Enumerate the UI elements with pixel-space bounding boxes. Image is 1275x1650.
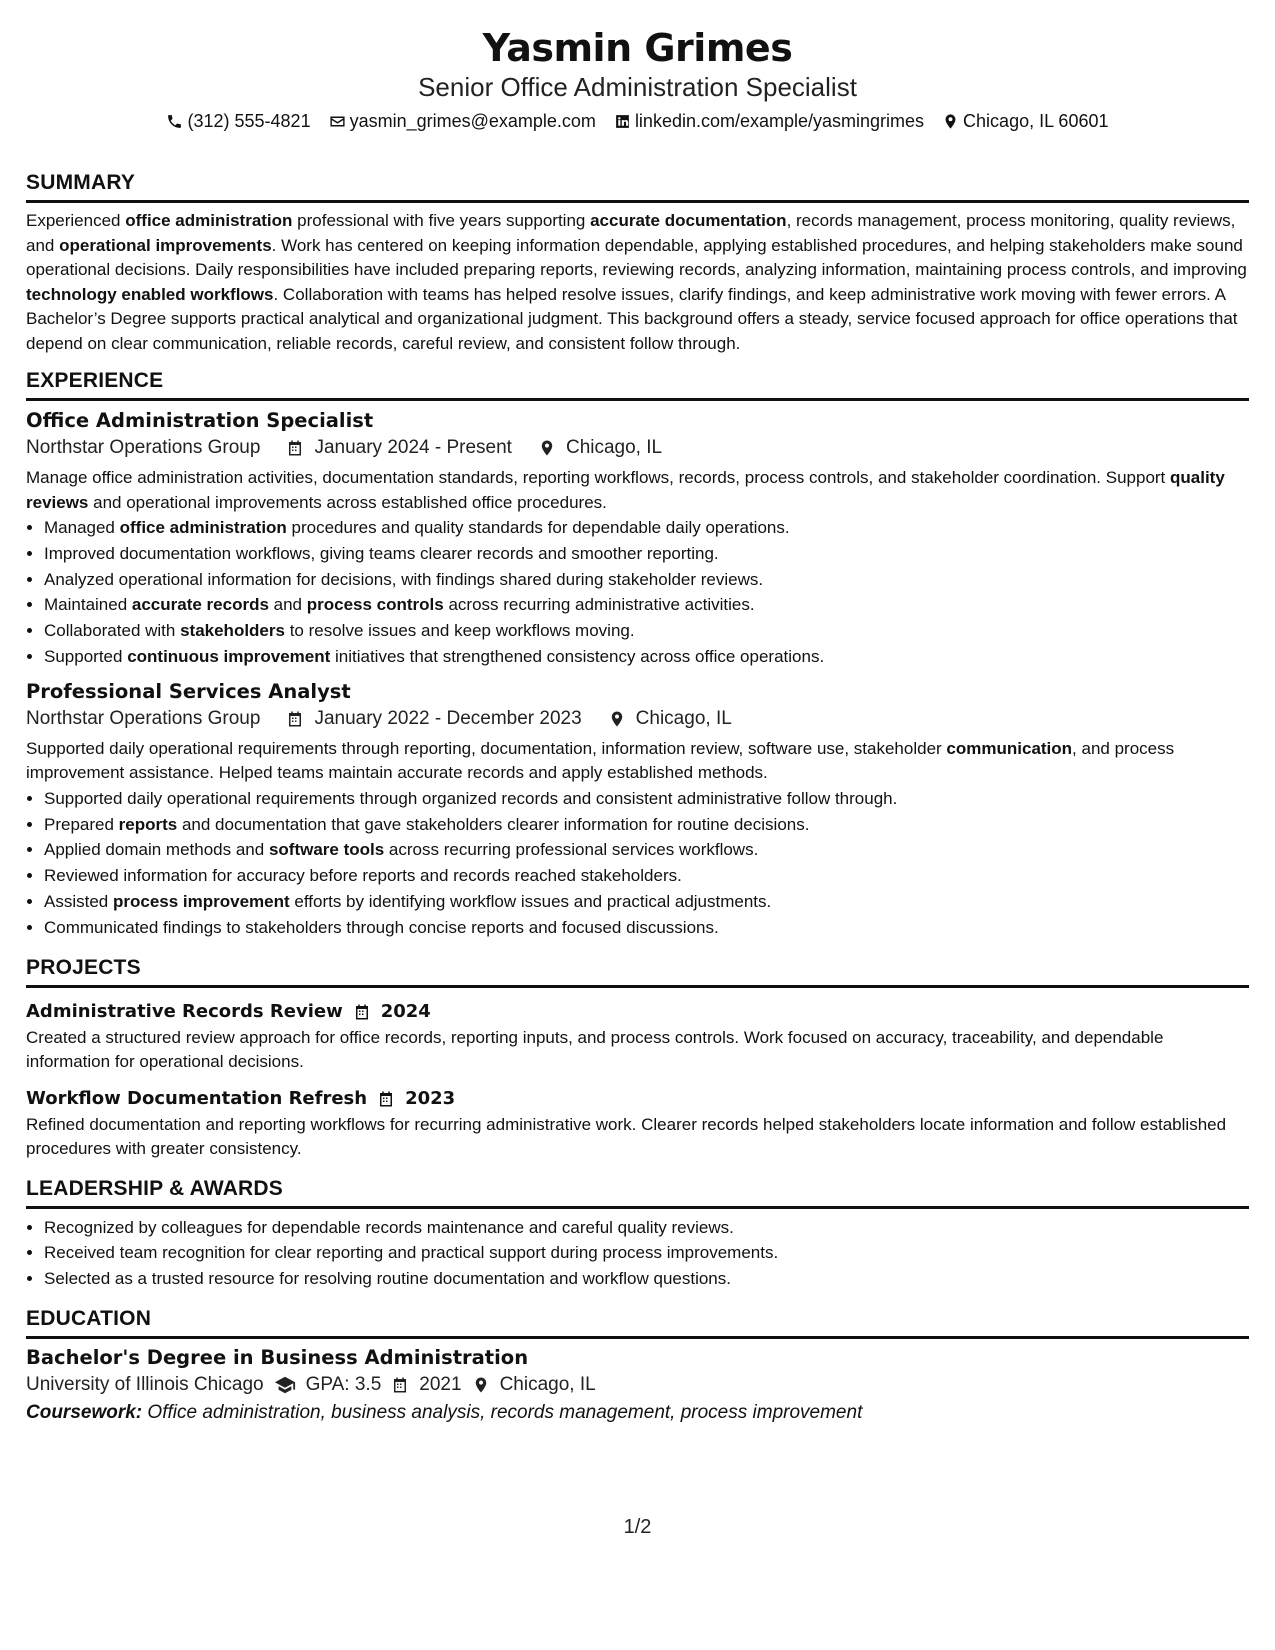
calendar-icon xyxy=(391,1376,409,1394)
project-title-line xyxy=(26,1000,1249,1024)
job-entry xyxy=(26,408,1249,670)
leadership-heading: LEADERSHIP & AWARDS xyxy=(26,1176,1249,1209)
emphasis-text: operational improvements xyxy=(59,235,272,255)
contact-email[interactable] xyxy=(329,109,596,133)
text-run: across recurring administrative activities. xyxy=(443,595,755,615)
text-run: Supported xyxy=(44,646,128,666)
project-year: 2023 xyxy=(405,1087,456,1109)
text-run: Reviewed information for accuracy before reports and records reached stakeholders. xyxy=(44,866,682,886)
text-run: Experienced xyxy=(26,211,126,230)
job-description xyxy=(26,466,1249,515)
text-run: Maintained xyxy=(44,595,132,615)
bullet-item xyxy=(44,567,1249,593)
bullet-item xyxy=(44,863,1249,889)
list-item: • Recognized by colleagues for dependable records maintenance and careful quality reviews. xyxy=(44,1215,1249,1241)
resume-page xyxy=(26,0,1249,1427)
phone-text: (312) 555-4821 xyxy=(187,111,311,131)
emphasis-text: process improvement xyxy=(112,891,290,911)
text-run: Applied domain methods and xyxy=(44,840,269,860)
text-run: Analyzed operational information for decisions, with findings shared during stakeholder reviews. xyxy=(44,569,764,589)
text-run: to resolve issues and keep workflows moving. xyxy=(284,621,635,641)
project-year: 2024 xyxy=(380,1000,431,1022)
project-description: Created a structured review approach for office records, reporting inputs, and process controls. Work focused on accuracy, traceability, and dependable information for operational decisions. xyxy=(26,1027,1164,1072)
contact-location xyxy=(942,109,1108,133)
text-run: across recurring professional services workflows. xyxy=(384,840,759,860)
project-name: Administrative Records Review xyxy=(26,1000,343,1022)
emphasis-text: stakeholders xyxy=(180,621,285,641)
calendar-icon xyxy=(353,1003,371,1021)
text-run: and xyxy=(268,595,307,615)
school-name: University of Illinois Chicago xyxy=(26,1373,264,1395)
calendar-icon xyxy=(377,1090,395,1108)
text-run: Improved documentation workflows, giving teams clearer records and smoother reporting. xyxy=(44,543,719,563)
candidate-name: Yasmin Grimes xyxy=(482,26,793,70)
emphasis-text: communication xyxy=(946,738,1073,758)
job-meta xyxy=(26,434,1249,462)
bullet-item xyxy=(44,889,1249,915)
emphasis-text: accurate records xyxy=(131,595,269,615)
job-dates: January 2022 - December 2023 xyxy=(314,707,582,729)
map-pin-icon xyxy=(472,1376,490,1394)
emphasis-text: continuous improvement xyxy=(127,646,331,666)
text-run: Managed xyxy=(44,518,120,537)
resume-header xyxy=(26,25,1249,133)
list-item: • Selected as a trusted resource for resolving routine documentation and workflow questions. xyxy=(44,1266,1249,1292)
emphasis-text: quality reviews xyxy=(26,468,1225,512)
education-heading: EDUCATION xyxy=(26,1306,1249,1339)
text-run: Supported daily operational requirements through organized records and consistent administrative follow through. xyxy=(44,788,898,808)
calendar-icon xyxy=(286,710,304,728)
text-run: Manage office administration activities, documentation standards, reporting workflows, records, process controls, and stakeholder coordination. Support xyxy=(26,468,1171,487)
candidate-title: Senior Office Administration Specialist xyxy=(418,72,857,102)
bullet-item xyxy=(44,618,1249,644)
bullet-item xyxy=(44,592,1249,618)
linkedin-link[interactable]: linkedin.com/example/yasmingrimes xyxy=(634,111,925,131)
text-run: initiatives that strengthened consistency across office operations. xyxy=(330,646,825,666)
education-meta xyxy=(26,1371,1249,1399)
emphasis-text: office administration xyxy=(125,211,293,230)
contact-phone xyxy=(166,109,310,133)
calendar-icon xyxy=(286,439,304,457)
text-run: and operational improvements across established office procedures. xyxy=(88,492,607,512)
leadership-list xyxy=(26,1215,1249,1292)
graduation-year: 2021 xyxy=(419,1373,462,1395)
bullet-item xyxy=(44,812,1249,838)
map-pin-icon xyxy=(608,710,626,728)
emphasis-text: technology enabled workflows xyxy=(26,284,274,304)
text-run: Collaborated with xyxy=(44,621,181,641)
job-title: Professional Services Analyst xyxy=(26,679,351,703)
text-run: efforts by identifying workflow issues and practical adjustments. xyxy=(289,891,772,911)
job-bullets xyxy=(26,515,1249,670)
emphasis-text: accurate documentation xyxy=(590,211,787,230)
school-location: Chicago, IL xyxy=(499,1373,596,1395)
job-description xyxy=(26,737,1249,786)
job-entry xyxy=(26,679,1249,941)
coursework-list: Office administration, business analysis, records management, process improvement xyxy=(147,1401,863,1423)
project-entry xyxy=(26,1000,1249,1075)
text-run: , records management, process monitoring, quality reviews, and xyxy=(26,211,1236,255)
bullet-item xyxy=(44,837,1249,863)
text-run: Communicated findings to stakeholders through concise reports and focused discussions. xyxy=(44,917,719,937)
job-dates: January 2024 - Present xyxy=(314,437,512,458)
project-entry xyxy=(26,1087,1249,1162)
job-location: Chicago, IL xyxy=(635,707,732,729)
project-title-line xyxy=(26,1087,1249,1111)
job-title: Office Administration Specialist xyxy=(26,409,374,432)
graduation-cap-icon xyxy=(274,1374,296,1396)
project-description: Refined documentation and reporting workflows for recurring administrative work. Clearer records helped stakeholders locate information and follow established procedures with greater consistency. xyxy=(26,1114,1227,1159)
text-run: professional with five years supporting xyxy=(292,211,591,230)
text-run: and documentation that gave stakeholders clearer information for routine decisions. xyxy=(177,814,810,834)
phone-icon xyxy=(166,113,183,130)
page-number: 1/2 xyxy=(623,1516,652,1538)
job-meta xyxy=(26,705,1249,733)
map-pin-icon xyxy=(538,439,556,457)
text-run: procedures and quality standards for dependable daily operations. xyxy=(286,518,790,537)
job-bullets xyxy=(26,786,1249,941)
gpa: GPA: 3.5 xyxy=(305,1373,382,1395)
emphasis-text: software tools xyxy=(268,840,385,860)
bullet-item xyxy=(44,915,1249,941)
map-pin-icon xyxy=(942,113,959,130)
company-name: Northstar Operations Group xyxy=(26,437,261,458)
summary-heading: SUMMARY xyxy=(26,170,1249,203)
company-name: Northstar Operations Group xyxy=(26,707,261,729)
bullet-item xyxy=(44,644,1249,670)
text-run: Assisted xyxy=(44,891,113,911)
job-location: Chicago, IL xyxy=(565,437,663,458)
bullet-item xyxy=(44,541,1249,567)
list-item: • Received team recognition for clear reporting and practical support during process improvements. xyxy=(44,1240,1249,1266)
coursework xyxy=(26,1399,1249,1427)
envelope-icon xyxy=(329,113,346,130)
degree-title: Bachelor's Degree in Business Administration xyxy=(26,1345,529,1369)
emphasis-text: process controls xyxy=(306,595,444,615)
bullet-item xyxy=(44,515,1249,541)
coursework-label: Coursework: xyxy=(26,1401,143,1423)
contact-linkedin[interactable] xyxy=(614,109,924,133)
text-run: Supported daily operational requirements through reporting, documentation, information review, software use, stakeholder xyxy=(26,738,947,758)
text-run: . Collaboration with teams has helped resolve issues, clarify findings, and keep administrative work moving with fewer errors. A Bachelor’s Degree supports practical analytical and organizational judgment. This background offers a steady, service focused approach for office operations that depend on clear communication, reliable records, careful review, and consistent follow through. xyxy=(26,284,1238,353)
emphasis-text: office administration xyxy=(119,518,287,537)
location-text: Chicago, IL 60601 xyxy=(963,111,1109,131)
text-run: , and process improvement assistance. Helped teams maintain accurate records and apply established methods. xyxy=(26,738,1175,783)
projects-heading: PROJECTS xyxy=(26,955,1249,988)
experience-heading: EXPERIENCE xyxy=(26,368,1249,401)
contact-line xyxy=(26,109,1249,133)
text-run: Prepared xyxy=(44,814,119,834)
summary-text xyxy=(26,209,1249,356)
emphasis-text: reports xyxy=(118,814,178,834)
linkedin-icon xyxy=(614,113,631,130)
project-name: Workflow Documentation Refresh xyxy=(26,1087,368,1109)
bullet-item xyxy=(44,786,1249,812)
email-link[interactable]: yasmin_grimes@example.com xyxy=(349,111,596,131)
text-run: . Work has centered on keeping information dependable, applying established procedures, and helping stakeholders make sound operational decisions. Daily responsibilities have included preparing reports, reviewing records, analyzing information, maintaining process controls, and improving xyxy=(26,235,1247,279)
